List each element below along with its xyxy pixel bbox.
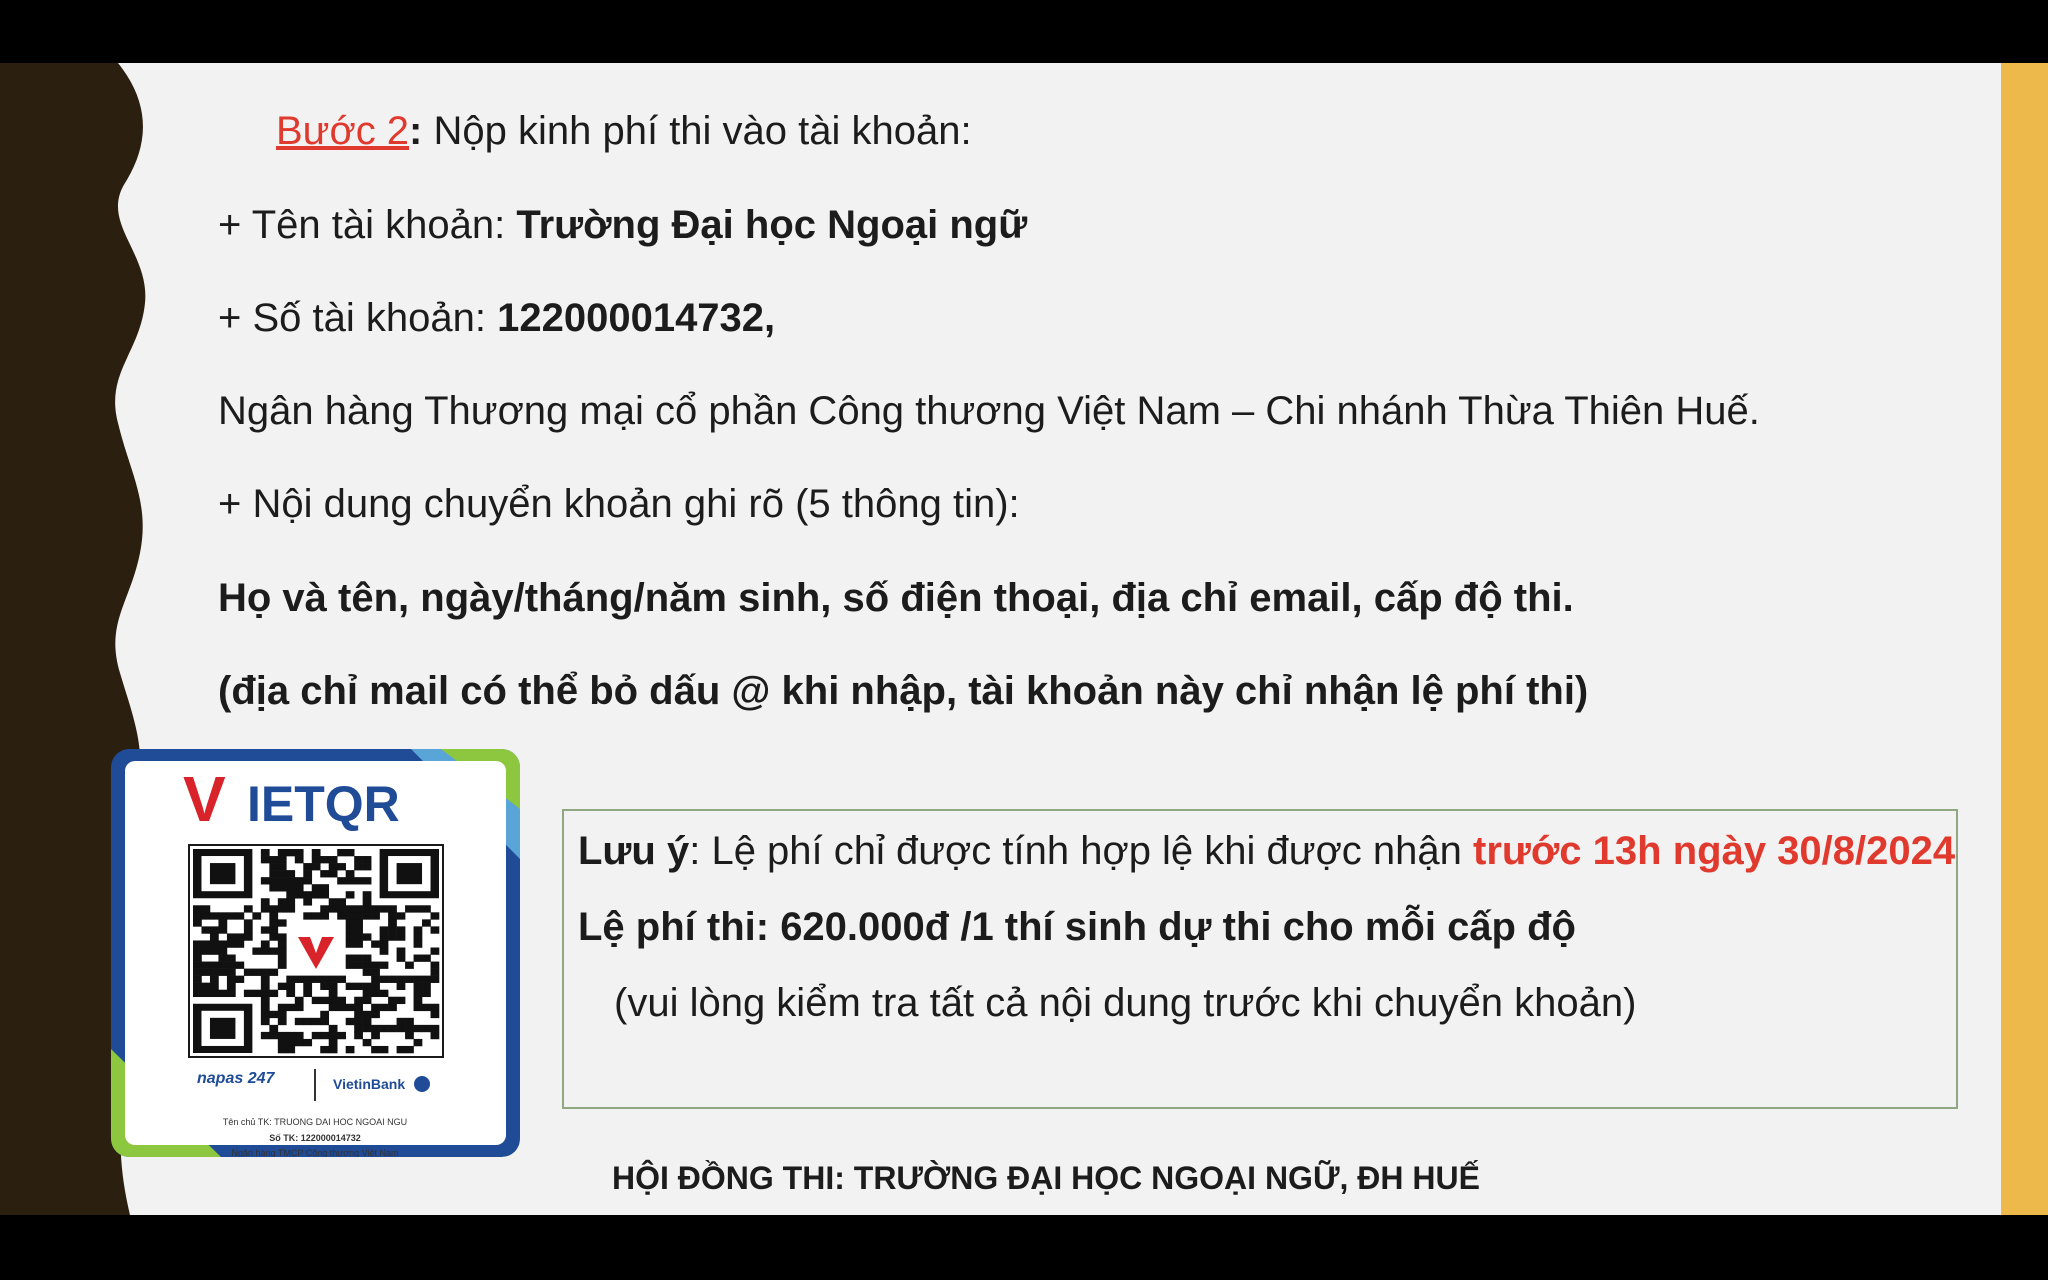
account-number-line	[218, 294, 775, 342]
transfer-content-note: (địa chỉ mail có thể bỏ dấu @ khi nhập, tài khoản này chỉ nhận lệ phí thi)	[218, 669, 1589, 713]
notice-box	[562, 809, 1958, 1109]
account-number-value: 122000014732	[497, 296, 765, 340]
napas-logo: napas 247	[197, 1070, 275, 1087]
step-label: Bước 2	[276, 109, 410, 153]
notice-deadline: trước 13h ngày 30/8/2024	[1473, 829, 1956, 873]
notice-line	[578, 827, 1955, 875]
notice-colon: :	[689, 829, 701, 873]
transfer-content-fields: Họ và tên, ngày/tháng/năm sinh, số điện thoại, địa chỉ email, cấp độ thi.	[218, 576, 1574, 620]
notice-check: (vui lòng kiểm tra tất cả nội dung trước khi chuyển khoản)	[614, 981, 1637, 1025]
qr-bank-name: Ngân hàng TMCP Công thương Việt Nam	[231, 1148, 399, 1157]
account-name-label: + Tên tài khoản:	[218, 203, 517, 247]
notice-text: Lệ phí chỉ được tính hợp lệ khi được nhận	[700, 829, 1474, 873]
account-number-suffix: ,	[764, 296, 776, 340]
right-accent-bar	[2001, 63, 2048, 1215]
vietqr-logo-v: V	[183, 763, 226, 835]
transfer-content-label: + Nội dung chuyển khoản ghi rõ (5 thông tin):	[218, 482, 1020, 526]
notice-fee: Lệ phí thi: 620.000đ /1 thí sinh dự thi cho mỗi cấp độ	[578, 905, 1576, 949]
vietinbank-emblem-icon	[414, 1076, 430, 1092]
step-colon: :	[409, 109, 423, 153]
notice-label: Lưu ý	[578, 829, 690, 873]
bank-name-line: Ngân hàng Thương mại cổ phần Công thương Việt Nam – Chi nhánh Thừa Thiên Huế.	[218, 389, 1760, 433]
vietqr-logo-text: IETQR	[247, 776, 400, 832]
exam-council: HỘI ĐỒNG THI: TRƯỜNG ĐẠI HỌC NGOẠI NGỮ, ĐH HUẾ	[612, 1160, 1480, 1196]
vietqr-card	[111, 749, 520, 1157]
slide	[0, 63, 2048, 1215]
account-name-line	[218, 201, 1027, 249]
qr-account-number: Số TK: 122000014732	[269, 1133, 361, 1143]
step-heading	[276, 107, 972, 155]
vietqr-card-graphic	[111, 749, 520, 1157]
step-text: Nộp kinh phí thi vào tài khoản:	[422, 109, 972, 153]
account-number-label: + Số tài khoản:	[218, 296, 498, 340]
qr-account-holder: Tên chủ TK: TRUONG DAI HOC NGOAI NGU	[222, 1117, 408, 1127]
vietinbank-logo: VietinBank	[333, 1076, 406, 1092]
account-name-value: Trường Đại học Ngoại ngữ	[516, 203, 1028, 247]
